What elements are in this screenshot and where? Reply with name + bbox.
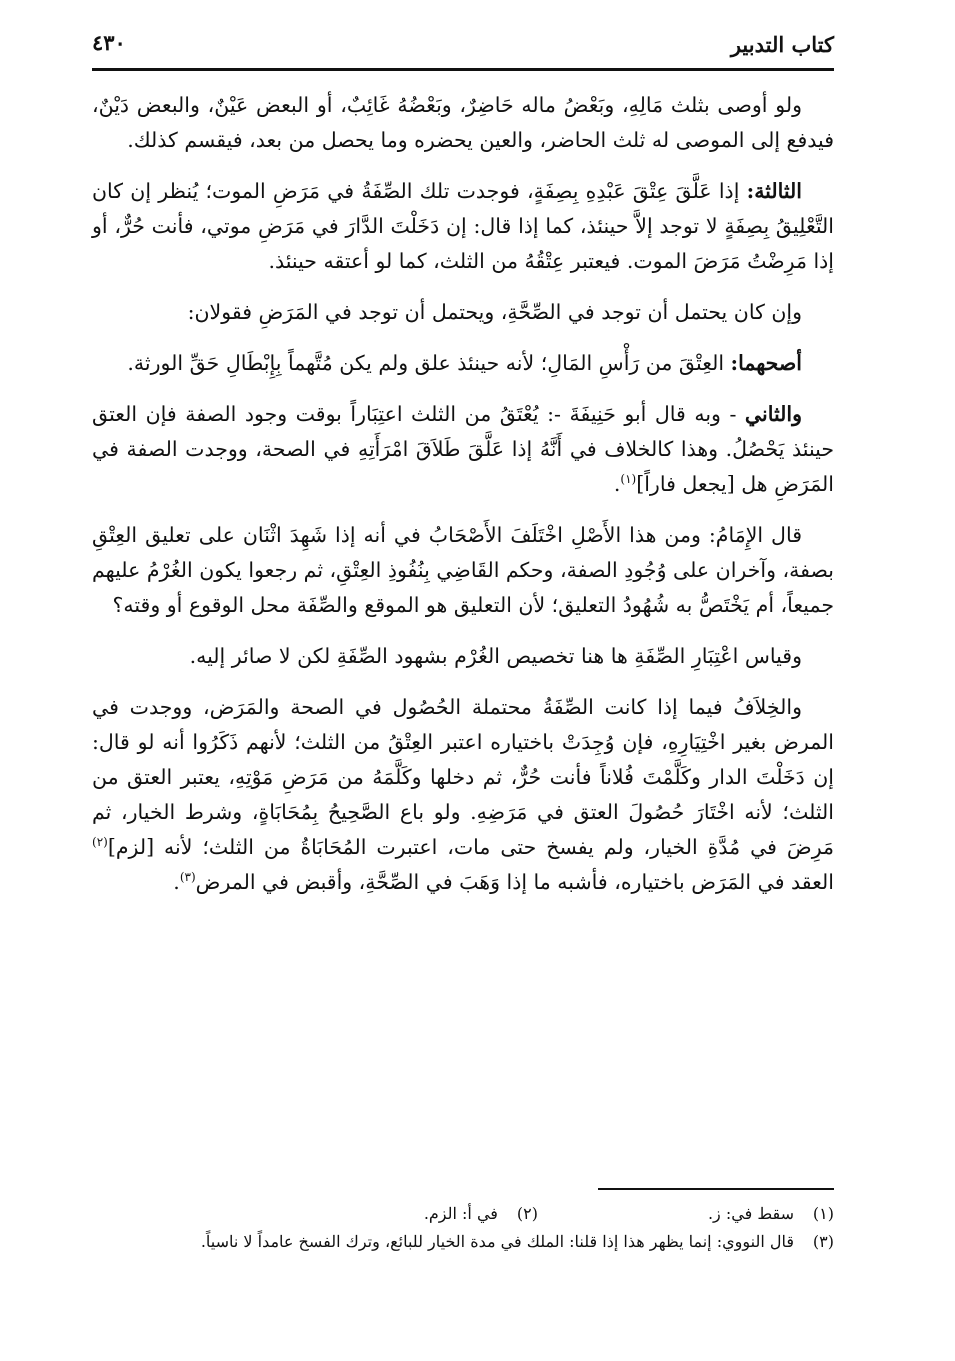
paragraph-text: وإن كان يحتمل أن توجد في الصِّحَّةِ، ويحتمل أن توجد في المَرَضِ فقولان: [187,300,802,324]
footnote-row [92,1200,834,1228]
footnote-number: (٢) [516,1204,538,1223]
paragraph-lead: أصحهما: [730,351,802,375]
paragraph-lead: والثاني [744,402,802,426]
paragraph-text: ولو أوصى بثلث مَالِهِ، وبَعْضُ ماله حَاضِرٌ، وبَعْضُهُ غَائِبٌ، أو البعض عَيْنٌ، والبعض دَيْنٌ، فيدفع إلى الموصى له ثلث الحاضر، والعين يحضره وما يحصل من بعد، فيقسم كذلك. [92,93,834,152]
paragraph-tail: . [613,472,621,496]
paragraph-text: والخِلاَفُ فيما إذا كانت الصِّفَةُ محتملة الحُصُول في الصحة والمَرَض، ووجدت في المرض بغير اخْتِيَارِهِ، فإن وُجِدَتْ باختياره اعتبر العِتْقُ من الثلث؛ لأنهم ذَكَرُوا أنه لو قال: إن دَخَلْتَ الدار وكَلَّمْتَ فُلاناً فأنت حُرٌّ، ثم دخلها وكَلَّمَهُ من مَرَضِ مَوْتِهِ، يعتبر العتق من الثلث؛ لأنه اخْتَارَ حُصُولَ العتق في مَرَضِهِ. ولو باع الصَّحِيحُ بِمُحَابَاةٍ، وشرط الخيار، ثم مَرِضَ في مُدَّةِ الخيار، ولم يفسخ حتى مات، اعتبرت المُحَابَاةُ من الثلث؛ لأنه [لزم] [92,695,834,859]
main-text [92,88,834,916]
paragraph-text: العِتْقَ من رَأْسِ المَالِ؛ لأنه حينئذ علق ولم يكن مُتَّهماً بِإِبْطَالِ حَقِّ الورثة. [127,351,731,375]
paragraph-sounder-opinion [92,346,834,381]
paragraph-text: إذا عَلَّقَ عِتْقَ عَبْدِهِ بِصِفَةٍ، فوجدت تلك الصِّفَةُ في مَرَضِ الموت؛ يُنظر إن كان التَّعْلِيقُ بِصِفَةٍ لا توجد إلاَّ حينئذ، كما إذا قال: إن دَخَلْتَ الدَّارَ في مَرَضِ موتي، فأنت حُرٌّ، أو إذا مَرِضْتُ مَرَضَ الموت. فيعتبر عِتْقُهُ من الثلث، كما لو أعتقه حينئذ. [92,179,834,273]
footnote-marker: (١) [620,472,637,487]
header-divider [92,68,834,71]
paragraph-bequest [92,88,834,158]
page-header [92,28,834,68]
footnote-number: (١) [812,1204,834,1223]
footnote-text: في أ: الزم. [423,1204,498,1223]
footnote-divider [598,1188,834,1190]
paragraph-second-opinion [92,397,834,502]
paragraph-imam [92,518,834,623]
paragraph-two-opinions [92,295,834,330]
paragraph-text: - وبه قال أبو حَنِيفَةَ -: يُعْتَقُ من الثلث اعتِبَاراً بوقت وجود الصفة فإن العتق حينئذ يَحْصُلُ. وهذا كالخلاف في أَنَّهُ إذا عَلَّقَ طَلاَقَ امْرَأَتِهِ في الصحة، ووجدت الصفة في المَرَضِ هل [يجعل فاراً] [92,402,834,496]
footnotes [92,1200,834,1256]
running-title: كتاب التدبير [730,32,834,57]
paragraph-third-issue [92,174,834,279]
footnote-marker: (٣) [179,870,196,885]
paragraph-analogy [92,639,834,674]
paragraph-tail: العقد في المَرَض باختياره، فأشبه ما إذا وَهَبَ في الصِّحَّةِ، وأقبض في المرض [195,870,834,894]
footnote-number: (٣) [812,1232,834,1251]
footnote-text: قال النووي: إنما يظهر هذا إذا قلنا: الملك في مدة الخيار للبائع، وترك الفسخ عامداً لا ناسياً. [200,1232,794,1251]
paragraph-text: وقياس اعْتِبَارِ الصِّفَةِ ها هنا تخصيص الغُرْم بشهود الصِّفَةِ لكن لا صائر إليه. [189,644,802,668]
paragraph-disagreement [92,690,834,900]
footnote-marker: (٢) [92,835,108,850]
paragraph-text: قال الإِمَامُ: ومن هذا الأَصْلِ اخْتَلَفَ الأَصْحَابُ في أنه إذا شَهِدَ اثْنَان على تعليق العِتْقِ بصفة، وآخران على وُجُودِ الصفة، وحكم القَاضِي بِنُفُوذِ العِتْقِ، ثم رجعوا يكون الغُرْمُ عليهم جميعاً، أم يَخْتَصُّ به شُهُودُ التعليق؛ لأن التعليق هو الموقع والصِّفَة محل الوقوع أو وقته؟ [92,523,834,617]
page-number: ٤٣٠ [92,30,126,55]
paragraph-tail: . [173,870,180,894]
footnote-text: سقط في: ز. [707,1204,794,1223]
paragraph-lead: الثالثة: [746,179,802,203]
footnote-row [92,1228,834,1256]
